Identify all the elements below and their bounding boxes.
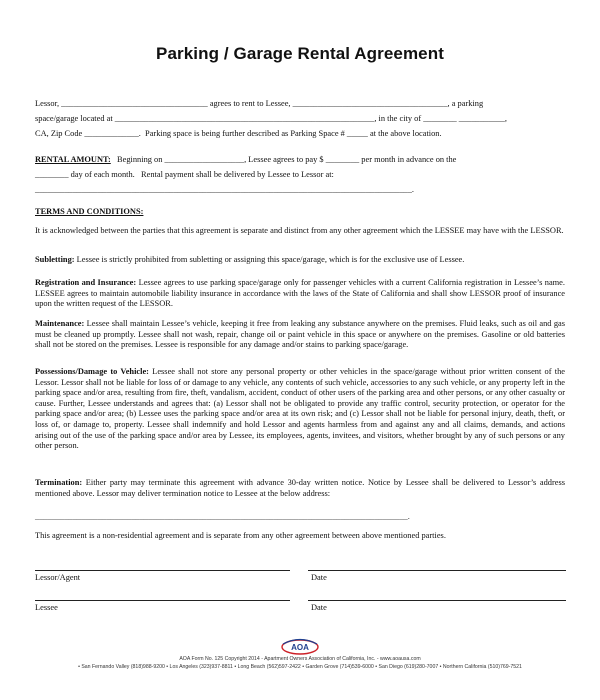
registration-label: Registration and Insurance: — [35, 278, 137, 287]
logo-text: AOA — [291, 643, 309, 652]
registration-text: Lessee agrees to use parking space/garage only for passenger vehicles with a current California registration in Lessee’s name. LESSEE agrees to maintain automobile liability insurance in accordance with the laws of the State of California and shall show LESSOR proof of insurance upon the written request of the LESSOR. — [35, 278, 565, 309]
rental-amount-heading: RENTAL AMOUNT: — [35, 155, 111, 164]
subletting-clause — [35, 255, 565, 266]
terms-intro: It is acknowledged between the parties that this agreement is separate and distinct from any other agreement which the LESSEE may have with the LESSOR. — [35, 226, 564, 235]
rental-amount-text: Beginning on ___________________, Lessee agrees to pay $ ________ per month in advance on the — [110, 155, 457, 164]
non-residential-notice: This agreement is a non-residential agreement and is separate from any other agreement between above mentioned parties. — [35, 531, 446, 540]
possessions-text: Lessee shall not store any personal property or other vehicles in the space/garage without prior written consent of the Lessor. Lessor shall not be liable for loss of or damage to any vehicle, any contents of such vehicle, accessories to any such vehicle, or any property left in the parking space and/or area, resulting from fire, theft, vandalism, accident, conduct of other users of the parking area and other persons, or any other casualty or cause. Further, Lessee understands and agrees that: (a) Lessor shall not be obligated to provide any traffic control, security protection, or operator for the parking space and/or area; (b) Lessee uses the parking space and/or area at its own risk; and (c) Lessor shall not be liable for personal injury, death, theft, or loss of, or damage to, property. Lessee shall indemnify and hold Lessor and agents harmless from and against any and all claims, demands, and actions arising out of the use of the parking space and/or area by Lessee, its employees, agents, invitees, and visitors, whether brought by any of such persons or any other person. — [35, 367, 565, 451]
subletting-label: Subletting: — [35, 255, 75, 264]
maintenance-clause — [35, 319, 565, 351]
lessor-date-line[interactable] — [308, 570, 566, 571]
termination-text: Either party may terminate this agreement with advance 30-day written notice. Notice by Lessee shall be delivered to Lessor’s address mentioned above. Lessor may deliver termination notice to Lessee at the below address: — [35, 478, 565, 498]
possessions-clause — [35, 367, 565, 452]
termination-clause — [35, 478, 565, 499]
lessor-agent-label: Lessor/Agent — [35, 573, 81, 582]
maintenance-label: Maintenance: — [35, 319, 85, 328]
document-title: Parking / Garage Rental Agreement — [156, 44, 444, 63]
date-label-1: Date — [311, 573, 327, 582]
intro-line-1: Lessor, ___________________________________ agrees to rent to Lessee, _____________________________________, a parking — [35, 99, 484, 108]
rental-amount-line-1 — [35, 155, 456, 165]
date-label-2: Date — [311, 603, 327, 612]
lessor-signature-line[interactable] — [35, 570, 290, 571]
terms-heading: TERMS AND CONDITIONS: — [35, 207, 144, 216]
footer-form-line: AOA Form No. 125 Copyright 2014 - Apartment Owners Association of California, Inc. - www.aoausa.com — [179, 656, 421, 662]
rental-amount-line-3: __________________________________________________________________________________________. — [35, 185, 414, 194]
maintenance-text: Lessee shall maintain Lessee’s vehicle, keeping it free from leaking any substance anywhere on the premises. Fluid leaks, such as oil and gas must be cleaned up promptly. Lessee shall not wash, repair, change oil or paint vehicle in this space or anywhere on the premises. Gasoline or old batteries shall not be stored on the premises. Lessee is responsible for any damage and/or stains to parking space/garage. — [35, 319, 565, 350]
subletting-text: Lessee is strictly prohibited from subletting or assigning this space/garage, which is for the exclusive use of Lessee. — [74, 255, 465, 264]
intro-line-3: CA, Zip Code _____________. Parking space is being further described as Parking Space # _____ at the above location. — [35, 129, 442, 138]
registration-clause — [35, 278, 565, 310]
lessee-signature-line[interactable] — [35, 600, 290, 601]
possessions-label: Possessions/Damage to Vehicle: — [35, 367, 149, 376]
aoa-logo-icon — [280, 636, 320, 656]
termination-address-line: _________________________________________________________________________________________. — [35, 512, 410, 521]
lessee-label: Lessee — [35, 603, 58, 612]
footer-offices-line: • San Fernando Valley (818)988-9200 • Los Angeles (323)937-8811 • Long Beach (562)597-2422 • Garden Grove (714)539-6000 • San Diego (619)280-7007 • Northern California (510)769-7521 — [78, 664, 522, 670]
rental-amount-line-2: ________ day of each month. Rental payment shall be delivered by Lessee to Lessor at: — [35, 170, 334, 179]
termination-label: Termination: — [35, 478, 83, 487]
intro-line-2: space/garage located at ______________________________________________________________, in the city of ________ ___________, — [35, 114, 507, 123]
lessee-date-line[interactable] — [308, 600, 566, 601]
